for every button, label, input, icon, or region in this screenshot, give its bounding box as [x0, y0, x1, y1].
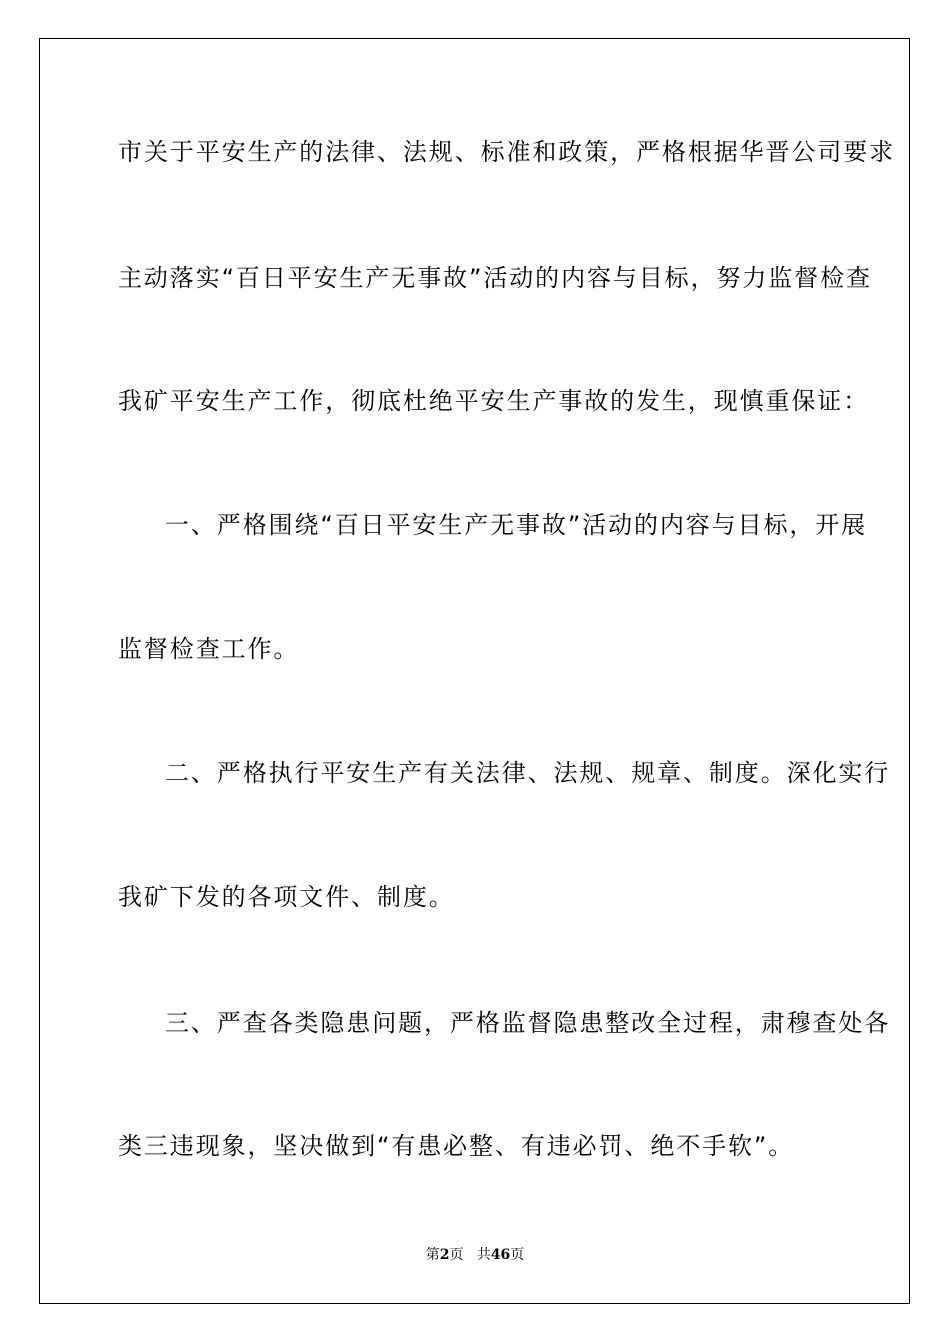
text-line-8: 三、严查各类隐患问题，严格监督隐患整改全过程，肃穆查处各	[165, 1009, 891, 1037]
footer-total-prefix: 共	[476, 1247, 491, 1263]
footer-page-number: 2	[439, 1247, 450, 1263]
text-line-5: 监督检查工作。	[118, 635, 300, 663]
text-line-9: 类三违现象，坚决做到“有患必整、有违必罚、绝不手软”。	[118, 1132, 795, 1160]
text-line-2: 主动落实“百日平安生产无事故”活动的内容与目标，努力监督检查	[118, 264, 872, 292]
text-line-1: 市关于平安生产的法律、法规、标准和政策，严格根据华晋公司要求	[118, 138, 895, 166]
page-border	[39, 38, 910, 1304]
footer-page-prefix: 第	[425, 1247, 440, 1263]
footer-total-suffix: 页	[510, 1247, 525, 1263]
text-line-3: 我矿平安生产工作，彻底杜绝平安生产事故的发生，现慎重保证：	[118, 387, 870, 415]
text-line-7: 我矿下发的各项文件、制度。	[118, 883, 455, 911]
footer-total-pages: 46	[490, 1247, 511, 1263]
footer-page-suffix: 页	[449, 1247, 464, 1263]
page-footer	[0, 1246, 950, 1264]
text-line-4: 一、严格围绕“百日平安生产无事故”活动的内容与目标，开展	[165, 511, 868, 539]
text-line-6: 二、严格执行平安生产有关法律、法规、规章、制度。深化实行	[165, 759, 891, 787]
